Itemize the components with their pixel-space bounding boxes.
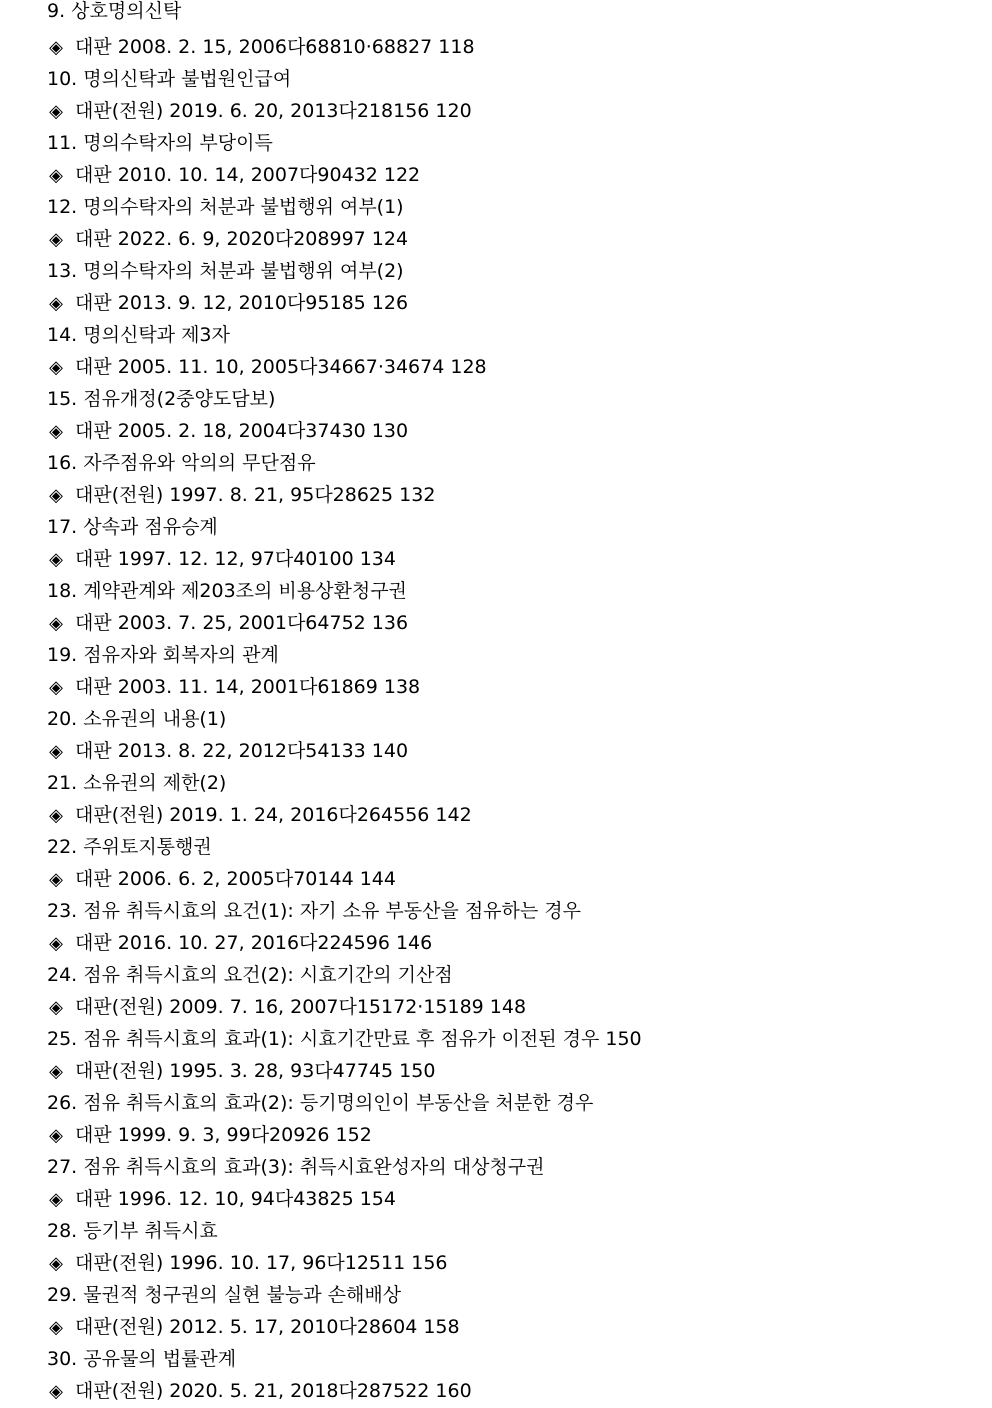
diamond-bullet-icon: ◈ [49, 1381, 63, 1402]
toc-case-citation [47, 544, 992, 576]
toc-case-citation [47, 992, 992, 1024]
case-citation-text: 대판 1999. 9. 3, 99다20926 152 [75, 1124, 372, 1146]
diamond-bullet-icon: ◈ [49, 37, 63, 58]
toc-heading: 20. 소유권의 내용(1) [47, 708, 227, 730]
toc-case-citation [47, 96, 992, 128]
toc-case-citation [47, 1376, 992, 1408]
toc-case-citation [47, 1184, 992, 1216]
diamond-bullet-icon: ◈ [49, 1253, 63, 1274]
toc-case-citation [47, 160, 992, 192]
case-citation-text: 대판 2010. 10. 14, 2007다90432 122 [75, 164, 421, 186]
toc-heading: 16. 자주점유와 악의의 무단점유 [47, 452, 316, 474]
diamond-bullet-icon: ◈ [49, 677, 63, 698]
toc-case-citation [47, 928, 992, 960]
toc-heading: 30. 공유물의 법률관계 [47, 1348, 237, 1370]
toc-heading: 27. 점유 취득시효의 효과(3): 취득시효완성자의 대상청구권 [47, 1156, 545, 1178]
case-citation-text: 대판(전원) 2020. 5. 21, 2018다287522 160 [75, 1380, 472, 1402]
diamond-bullet-icon: ◈ [49, 1317, 63, 1338]
toc-heading: 23. 점유 취득시효의 요건(1): 자기 소유 부동산을 점유하는 경우 [47, 900, 581, 922]
case-citation-text: 대판 2013. 8. 22, 2012다54133 140 [75, 740, 409, 762]
toc-case-citation [47, 736, 992, 768]
toc-case-citation [47, 608, 992, 640]
case-citation-text: 대판(전원) 1997. 8. 21, 95다28625 132 [75, 484, 436, 506]
diamond-bullet-icon: ◈ [49, 485, 63, 506]
toc-heading: 19. 점유자와 회복자의 관계 [47, 644, 279, 666]
toc-case-citation [47, 32, 992, 64]
case-citation-text: 대판 2016. 10. 27, 2016다224596 146 [75, 932, 433, 954]
case-citation-text: 대판 1996. 12. 10, 94다43825 154 [75, 1188, 396, 1210]
case-citation-text: 대판(전원) 2019. 6. 20, 2013다218156 120 [75, 100, 472, 122]
toc-heading: 24. 점유 취득시효의 요건(2): 시효기간의 기산점 [47, 964, 453, 986]
toc-heading: 25. 점유 취득시효의 효과(1): 시효기간만료 후 점유가 이전된 경우 150 [47, 1028, 642, 1050]
diamond-bullet-icon: ◈ [49, 613, 63, 634]
diamond-bullet-icon: ◈ [49, 869, 63, 890]
toc-heading: 22. 주위토지통행권 [47, 836, 212, 858]
toc-heading: 11. 명의수탁자의 부당이득 [47, 132, 273, 154]
toc-heading: 9. 상호명의신탁 [47, 0, 182, 22]
diamond-bullet-icon: ◈ [49, 293, 63, 314]
toc-heading: 26. 점유 취득시효의 효과(2): 등기명의인이 부동산을 처분한 경우 [47, 1092, 594, 1114]
toc-heading: 21. 소유권의 제한(2) [47, 772, 227, 794]
toc-heading: 10. 명의신탁과 불법원인급여 [47, 68, 292, 90]
diamond-bullet-icon: ◈ [49, 1125, 63, 1146]
toc-heading: 17. 상속과 점유승계 [47, 516, 218, 538]
diamond-bullet-icon: ◈ [49, 933, 63, 954]
diamond-bullet-icon: ◈ [49, 165, 63, 186]
toc-heading: 14. 명의신탁과 제3자 [47, 324, 230, 346]
toc-heading: 13. 명의수탁자의 처분과 불법행위 여부(2) [47, 260, 404, 282]
toc-case-citation [47, 1312, 992, 1344]
case-citation-text: 대판 2003. 7. 25, 2001다64752 136 [75, 612, 409, 634]
case-citation-text: 대판 2008. 2. 15, 2006다68810·68827 118 [75, 36, 475, 58]
toc-heading: 29. 물권적 청구권의 실현 불능과 손해배상 [47, 1284, 402, 1306]
case-citation-text: 대판 2003. 11. 14, 2001다61869 138 [75, 676, 421, 698]
diamond-bullet-icon: ◈ [49, 549, 63, 570]
diamond-bullet-icon: ◈ [49, 997, 63, 1018]
toc-case-citation [47, 672, 992, 704]
diamond-bullet-icon: ◈ [49, 229, 63, 250]
diamond-bullet-icon: ◈ [49, 357, 63, 378]
toc-case-citation [47, 864, 992, 896]
case-citation-text: 대판 2005. 11. 10, 2005다34667·34674 128 [75, 356, 487, 378]
toc-case-citation [47, 1056, 992, 1088]
diamond-bullet-icon: ◈ [49, 805, 63, 826]
toc-heading: 12. 명의수탁자의 처분과 불법행위 여부(1) [47, 196, 404, 218]
toc-case-citation [47, 224, 992, 256]
case-citation-text: 대판(전원) 1995. 3. 28, 93다47745 150 [75, 1060, 436, 1082]
case-citation-text: 대판 2006. 6. 2, 2005다70144 144 [75, 868, 396, 890]
case-citation-text: 대판 2005. 2. 18, 2004다37430 130 [75, 420, 409, 442]
toc-heading: 18. 계약관계와 제203조의 비용상환청구권 [47, 580, 407, 602]
toc-case-citation [47, 352, 992, 384]
case-citation-text: 대판(전원) 2012. 5. 17, 2010다28604 158 [75, 1316, 460, 1338]
table-of-contents [47, 0, 992, 1408]
diamond-bullet-icon: ◈ [49, 741, 63, 762]
case-citation-text: 대판 2013. 9. 12, 2010다95185 126 [75, 292, 409, 314]
toc-case-citation [47, 416, 992, 448]
toc-case-citation [47, 288, 992, 320]
case-citation-text: 대판(전원) 2009. 7. 16, 2007다15172·15189 148 [75, 996, 527, 1018]
case-citation-text: 대판 2022. 6. 9, 2020다208997 124 [75, 228, 409, 250]
toc-heading: 28. 등기부 취득시효 [47, 1220, 218, 1242]
toc-case-citation [47, 480, 992, 512]
diamond-bullet-icon: ◈ [49, 1061, 63, 1082]
toc-case-citation [47, 1248, 992, 1280]
toc-heading: 15. 점유개정(2중양도담보) [47, 388, 276, 410]
case-citation-text: 대판 1997. 12. 12, 97다40100 134 [75, 548, 396, 570]
toc-case-citation [47, 1120, 992, 1152]
case-citation-text: 대판(전원) 2019. 1. 24, 2016다264556 142 [75, 804, 472, 826]
diamond-bullet-icon: ◈ [49, 421, 63, 442]
toc-case-citation [47, 800, 992, 832]
case-citation-text: 대판(전원) 1996. 10. 17, 96다12511 156 [75, 1252, 448, 1274]
diamond-bullet-icon: ◈ [49, 1189, 63, 1210]
diamond-bullet-icon: ◈ [49, 101, 63, 122]
